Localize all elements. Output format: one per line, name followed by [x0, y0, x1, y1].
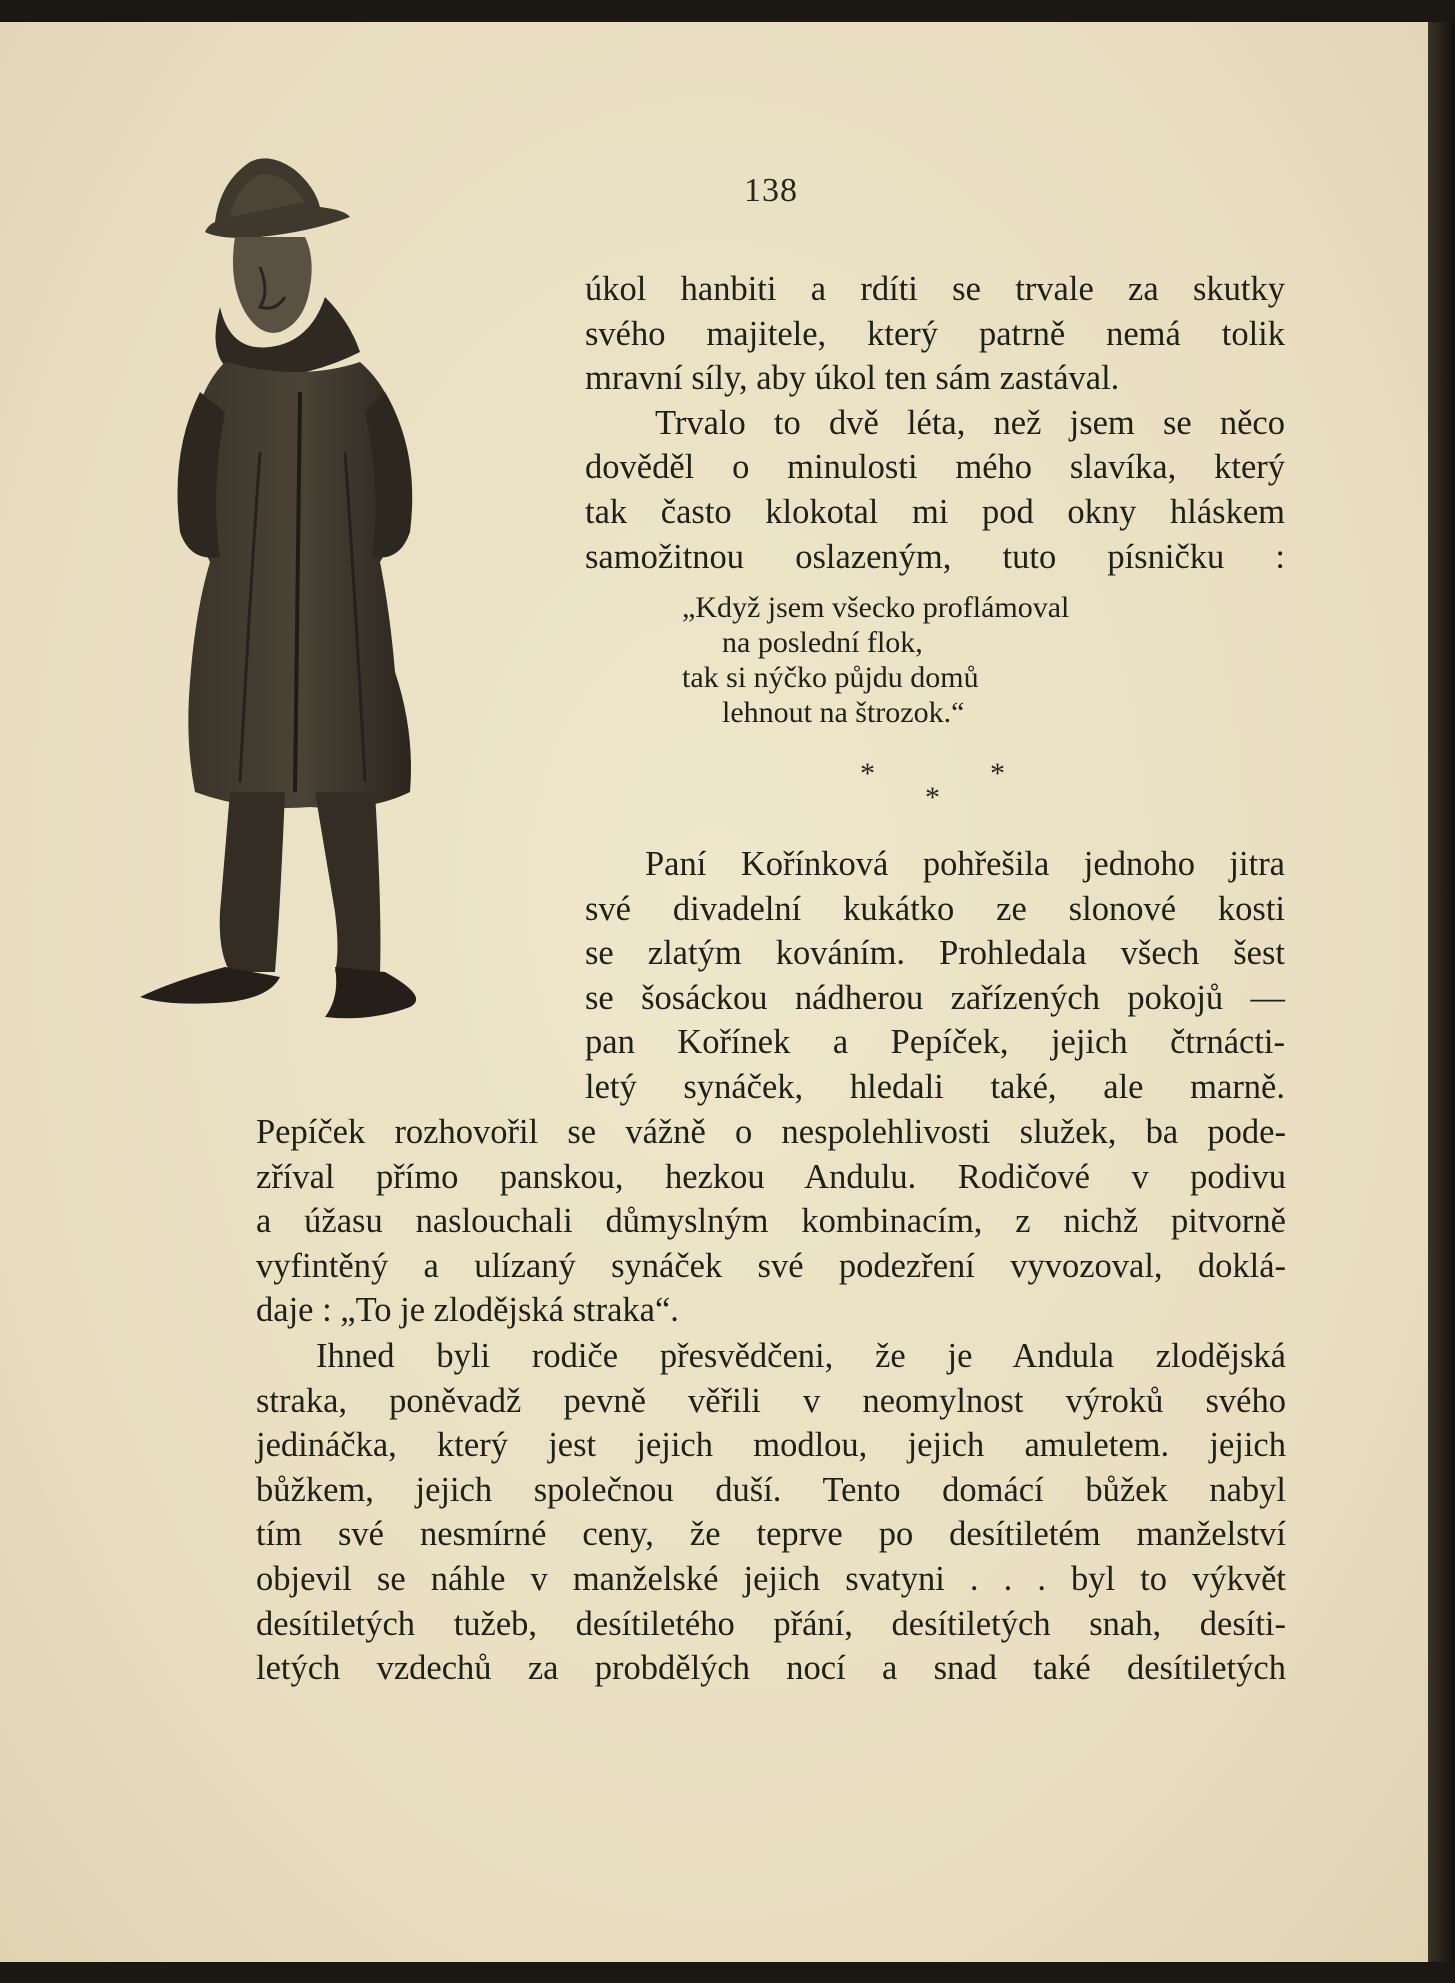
text-line: své divadelní kukátko ze slonové kosti [585, 889, 1285, 928]
text-line: Paní Kořínková pohřešila jednoho jitra [645, 845, 1285, 883]
text-line: Pepíček rozhovořil se vážně o nespolehlivosti služek, ba pode- [256, 1113, 1286, 1151]
asterisk: * [860, 757, 875, 790]
third-paragraph [256, 1334, 1286, 1691]
asterisk: * [925, 781, 940, 814]
text-line: se zlatým kováním. Prohledala všech šest [585, 934, 1285, 973]
text-line: bůžkem, jejich společnou duší. Tento domácí bůžek nabyl [256, 1470, 1286, 1509]
text-line: Trvalo to dvě léta, než jsem se něco [655, 403, 1285, 442]
story-paragraph-full [256, 1110, 1286, 1333]
text-line: mravní síly, aby úkol ten sám zastával. [585, 359, 1120, 398]
book-spine-shadow [1428, 22, 1455, 1962]
section-separator [840, 757, 1020, 817]
text-line: desítiletých tužeb, desítiletého přání, desítiletých snah, desíti- [256, 1604, 1286, 1643]
text-line: objevil se náhle v manželské jejich svatyni . . . byl to výkvět [256, 1559, 1286, 1598]
text-line: a úžasu naslouchali důmyslným kombinacím, z nichž pitvorně [256, 1202, 1286, 1241]
text-line: samožitnou oslazeným, tuto písničku : [585, 537, 1285, 576]
text-line: tím své nesmírné ceny, že teprve po desítiletém manželství [256, 1515, 1286, 1554]
text-line: zříval přímo panskou, hezkou Andulu. Rodičové v podivu [256, 1157, 1286, 1196]
text-line: dověděl o minulosti mého slavíka, který [585, 448, 1285, 487]
page-number: 138 [744, 172, 798, 209]
text-line: daje : „To je zlodějská straka“. [256, 1291, 679, 1330]
song-line: lehnout na štrozok.“ [722, 696, 965, 729]
man-in-coat-and-hat-illustration [110, 92, 530, 1052]
text-line: tak často klokotal mi pod okny hláskem [585, 492, 1285, 531]
text-line: vyfintěný a ulízaný synáček své podezření vyvozoval, doklá- [256, 1246, 1286, 1285]
text-line: jedináčka, který jest jejich modlou, jejich amuletem. jejich [256, 1426, 1286, 1465]
asterisk: * [990, 757, 1005, 790]
text-line: letý synáček, hledali také, ale marně. [585, 1067, 1285, 1106]
text-line: Ihned byli rodiče přesvědčeni, že je Andula zlodějská [316, 1337, 1286, 1375]
text-line: pan Kořínek a Pepíček, jejich čtrnácti- [585, 1023, 1285, 1062]
text-line: úkol hanbiti a rdíti se trvale za skutky [585, 270, 1285, 308]
song-verse [682, 590, 1202, 730]
text-line: se šosáckou nádherou zařízených pokojů — [585, 978, 1285, 1017]
text-line: straka, poněvadž pevně věřili v neomylnost výroků svého [256, 1381, 1286, 1420]
song-line: „Když jsem všecko proflámoval [682, 591, 1070, 624]
song-line: tak si nýčko půjdu domů [682, 661, 979, 694]
book-page [0, 22, 1428, 1962]
top-paragraphs [585, 267, 1285, 579]
text-line: letých vzdechů za probdělých nocí a snad také desítiletých [256, 1649, 1286, 1688]
story-paragraph-narrow [585, 842, 1285, 1110]
text-line: svého majitele, který patrně nemá tolik [585, 314, 1285, 353]
song-line: na poslední flok, [722, 626, 923, 659]
